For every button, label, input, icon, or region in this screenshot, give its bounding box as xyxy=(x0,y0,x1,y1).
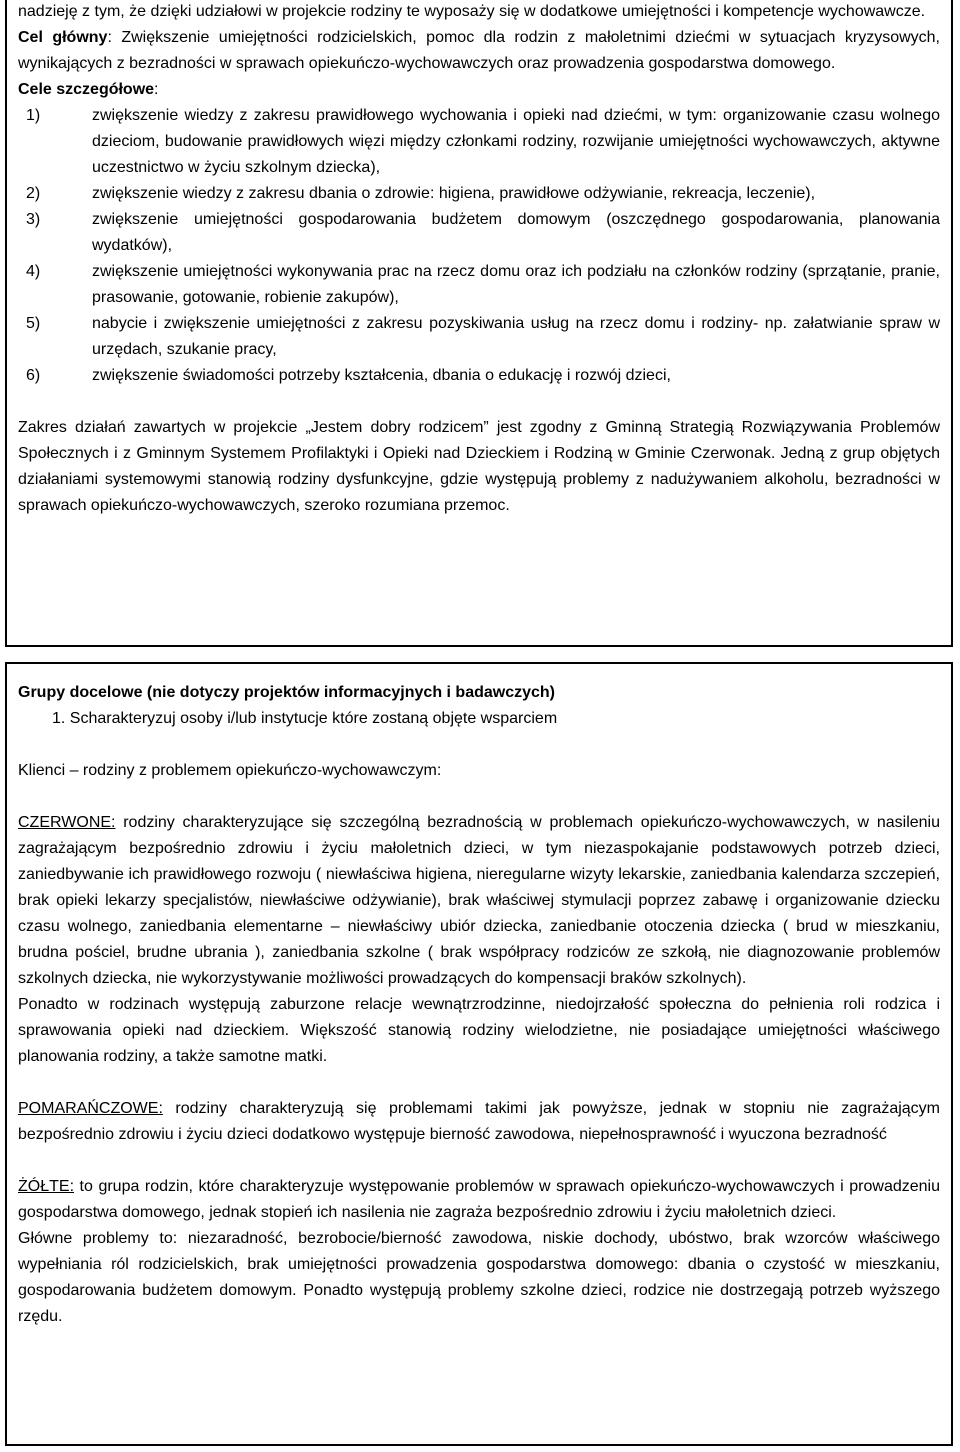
main-goal-label: Cel główny xyxy=(18,29,108,46)
specific-goals-heading: Cele szczegółowe: xyxy=(18,81,159,98)
goal-item: 2) zwiększenie wiedzy z zakresu dbania o zdrowie: higiena, prawidłowe odżywianie, rekreacja, leczenie), xyxy=(26,185,816,202)
orange-group-paragraph: POMARAŃCZOWE: rodziny charakteryzują się problemami takimi jak powyższe, jednak w stopniu nie zagrażającym bezpośrednio zdrowiu i życiu dzieci dodatkowo występuje bierność zawodowa, niepełnosprawność i wyuczona bezradność xyxy=(18,1100,940,1143)
scope-paragraph: Zakres działań zawartych w projekcie „Jestem dobry rodzicem” jest zgodny z Gminną Strategią Rozwiązywania Problemów Społecznych i z Gminnym Systemem Profilaktyki i Opieki nad Dzieckiem i Rodziną w Gminie Czerwonak. Jedną z grup objętych działaniami systemowymi stanowią rodziny dysfunkcyjne, gdzie występują problemy z nadużywaniem alkoholu, bezradności w sprawach opiekuńczo-wychowawczych, szeroko rozumiana przemoc. xyxy=(18,419,940,514)
goal-item: 1) zwiększenie wiedzy z zakresu prawidłowego wychowania i opieki nad dziećmi, w tym: organizowanie czasu wolnego dzieciom, budowanie prawidłowych więzi między członkami rodziny, rozwijanie umiejętności wychowawczych, aktywne uczestnictwo w życiu szkolnym dziecka), xyxy=(26,107,940,176)
project-goals-section xyxy=(5,0,953,647)
intro-paragraph: nadzieję z tym, że dzięki udziałowi w projekcie rodziny te wyposaży się w dodatkowe umiejętności i kompetencje wychowawcze. xyxy=(18,3,926,20)
red-group-extra: Ponadto w rodzinach występują zaburzone relacje wewnątrzrodzinne, niedojrzałość społeczna do pełnienia roli rodzica i sprawowania opieki nad dzieckiem. Większość stanowią rodziny wielodzietne, nie posiadające umiejętności właściwego planowania rodziny, a także samotne matki. xyxy=(18,996,940,1065)
main-goal-paragraph xyxy=(18,25,940,77)
goal-item: 6) zwiększenie świadomości potrzeby kształcenia, dbania o edukację i rozwój dzieci, xyxy=(26,367,671,384)
question-line: 1. Scharakteryzuj osoby i/lub instytucje które zostaną objęte wsparciem xyxy=(52,710,558,727)
orange-group-label: POMARAŃCZOWE: xyxy=(18,1100,163,1117)
red-group-paragraph: CZERWONE: rodziny charakteryzujące się szczególną bezradnością w problemach opiekuńczo-wychowawczych, w nasileniu zagrażającym bezpośrednio zdrowiu i życiu małoletnich dzieci, w tym niezaspokajanie podstawowych potrzeb dzieci, zaniedbywanie ich prawidłowego rozwoju ( niewłaściwa higiena, nieregularne wizyty lekarskie, zaniedbania kalendarza szczepień, brak opieki lekarzy specjalistów, niewłaściwe odżywianie), brak właściwej stymulacji poprzez zabawę i organizowanie dziecku czasu wolnego, zaniedbania elementarne – niewłaściwy ubiór dziecka, zaniedbanie otoczenia dziecka ( brud w mieszkaniu, brudna pościel, brudne ubrania ), zaniedbania szkolne ( brak współpracy rodziców ze szkołą, nie diagnozowanie problemów szkolnych dziecka, nie wykorzystywanie możliwości prowadzących do kompensacji braków szkolnych). xyxy=(18,814,940,987)
goal-item: 4) zwiększenie umiejętności wykonywania prac na rzecz domu oraz ich podziału na członków rodziny (sprzątanie, pranie, prasowanie, gotowanie, robienie zakupów), xyxy=(26,263,940,306)
target-groups-heading: Grupy docelowe (nie dotyczy projektów informacyjnych i badawczych) xyxy=(18,684,556,701)
yellow-group-extra: Główne problemy to: niezaradność, bezrobocie/bierność zawodowa, niskie dochody, ubóstwo, brak wzorców właściwego wypełniania ról rodzicielskich, brak umiejętności prowadzenia gospodarstwa domowego: dbania o czystość w mieszkaniu, gospodarowania budżetem domowym. Ponadto występują problemy szkolne dzieci, rodzice nie dostrzegają potrzeb wyższego rzędu. xyxy=(18,1230,940,1325)
red-group-label: CZERWONE: xyxy=(18,814,116,831)
yellow-group-paragraph: ŻÓŁTE: to grupa rodzin, które charakteryzuje występowanie problemów w sprawach opiekuńczo-wychowawczych i prowadzeniu gospodarstwa domowego, jednak stopień ich nasilenia nie zagraża bezpośrednio zdrowiu i życiu małoletnich dzieci. xyxy=(18,1178,940,1221)
goal-item: 5) nabycie i zwiększenie umiejętności z zakresu pozyskiwania usług na rzecz domu i rodziny- np. załatwianie spraw w urzędach, szukanie pracy, xyxy=(26,315,940,358)
goal-item: 3) zwiększenie umiejętności gospodarowania budżetem domowym (oszczędnego gospodarowania, planowania wydatków), xyxy=(26,211,940,254)
yellow-group-label: ŻÓŁTE: xyxy=(18,1178,75,1195)
clients-line: Klienci – rodziny z problemem opiekuńczo-wychowawczym: xyxy=(18,762,442,779)
target-groups-section xyxy=(5,662,953,1446)
specific-goals-label: Cele szczegółowe xyxy=(18,81,155,98)
specific-goals-list xyxy=(18,103,940,389)
main-goal-text: : Zwiększenie umiejętności rodzicielskich, pomoc dla rodzin z małoletnimi dziećmi w sytuacjach kryzysowych, wynikających z bezradności w sprawach opiekuńczo-wychowawczych oraz prowadzenia gospodarstwa domowego. xyxy=(18,29,941,72)
